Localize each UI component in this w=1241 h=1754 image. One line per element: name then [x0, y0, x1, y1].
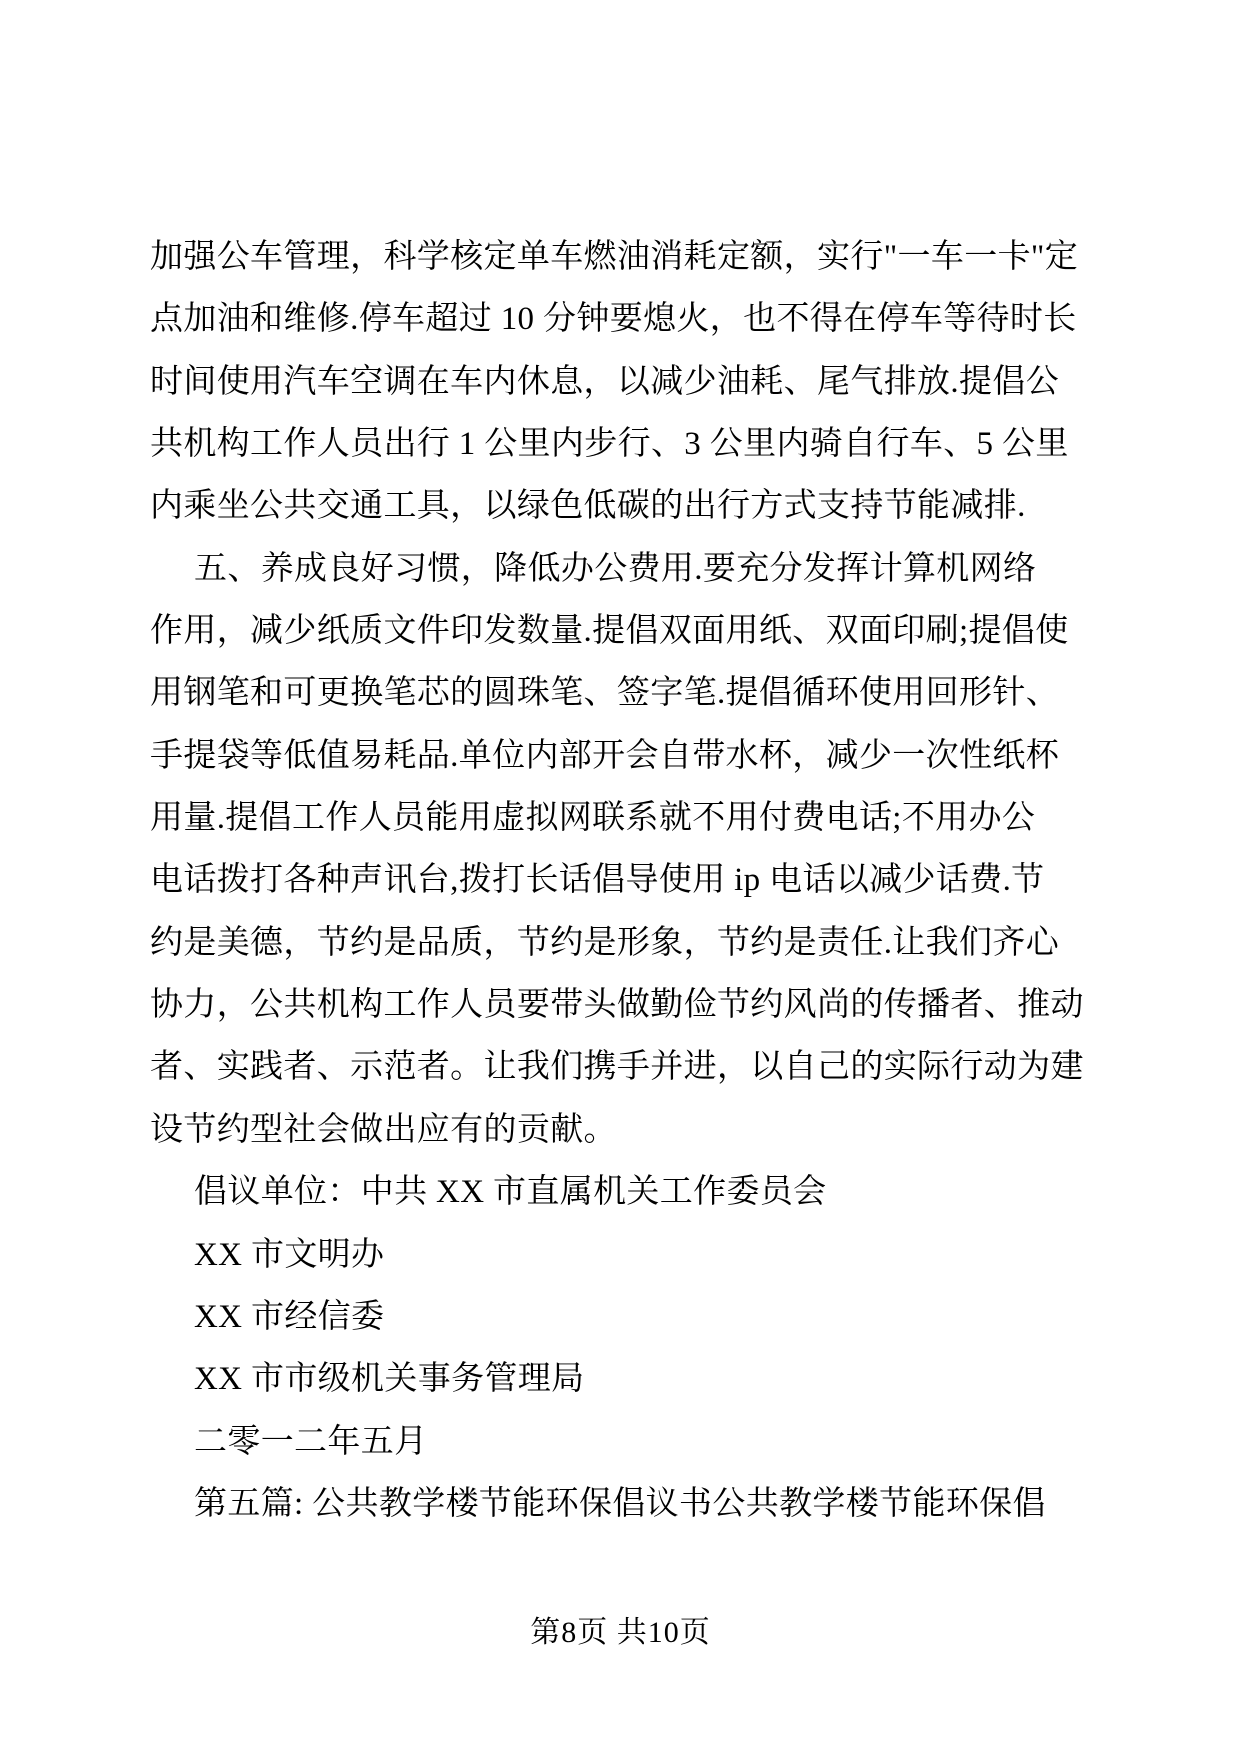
text-line: 用量.提倡工作人员能用虚拟网联系就不用付费电话;不用办公 — [150, 800, 1036, 837]
text-line: 二零一二年五月 — [194, 1423, 428, 1460]
text-line: 电话拨打各种声讯台,拨打长话倡导使用 ip 电话以减少话费.节 — [150, 862, 1045, 899]
text-line: 加强公车管理，科学核定单车燃油消耗定额，实行"一车一卡"定 — [150, 239, 1079, 275]
text-line: XX 市市级机关事务管理局 — [194, 1361, 585, 1398]
text-line: 点加油和维修.停车超过 10 分钟要熄火，也不得在停车等待时长 — [150, 301, 1077, 338]
text-line: 时间使用汽车空调在车内休息，以减少油耗、尾气排放.提倡公 — [150, 363, 1060, 400]
text-line: 设节约型社会做出应有的贡献。 — [150, 1111, 617, 1148]
text-line: 倡议单位：中共 XX 市直属机关工作委员会 — [194, 1174, 827, 1211]
text-line: 作用，减少纸质文件印发数量.提倡双面用纸、双面印刷;提倡使 — [150, 613, 1069, 650]
text-line: 内乘坐公共交通工具，以绿色低碳的出行方式支持节能减排. — [150, 488, 1026, 525]
text-line: 共机构工作人员出行 1 公里内步行、3 公里内骑自行车、5 公里 — [150, 426, 1069, 463]
text-line: 者、实践者、示范者。让我们携手并进，以自己的实际行动为建 — [150, 1049, 1084, 1086]
text-line: 第五篇: 公共教学楼节能环保倡议书公共教学楼节能环保倡 — [194, 1485, 1046, 1522]
text-line: 手提袋等低值易耗品.单位内部开会自带水杯，减少一次性纸杯 — [150, 737, 1060, 774]
text-line: XX 市文明办 — [194, 1236, 385, 1273]
text-line: 用钢笔和可更换笔芯的圆珠笔、签字笔.提倡循环使用回形针、 — [150, 675, 1060, 712]
text-line: 协力，公共机构工作人员要带头做勤俭节约风尚的传播者、推动 — [150, 987, 1084, 1024]
text-line: 约是美德，节约是品质，节约是形象，节约是责任.让我们齐心 — [150, 924, 1060, 961]
page-number-indicator: 第8页 共10页 — [530, 1616, 711, 1649]
text-line: XX 市经信委 — [194, 1298, 385, 1335]
text-body — [150, 226, 1091, 1535]
text-line: 五、养成良好习惯，降低办公费用.要充分发挥计算机网络 — [194, 550, 1037, 587]
